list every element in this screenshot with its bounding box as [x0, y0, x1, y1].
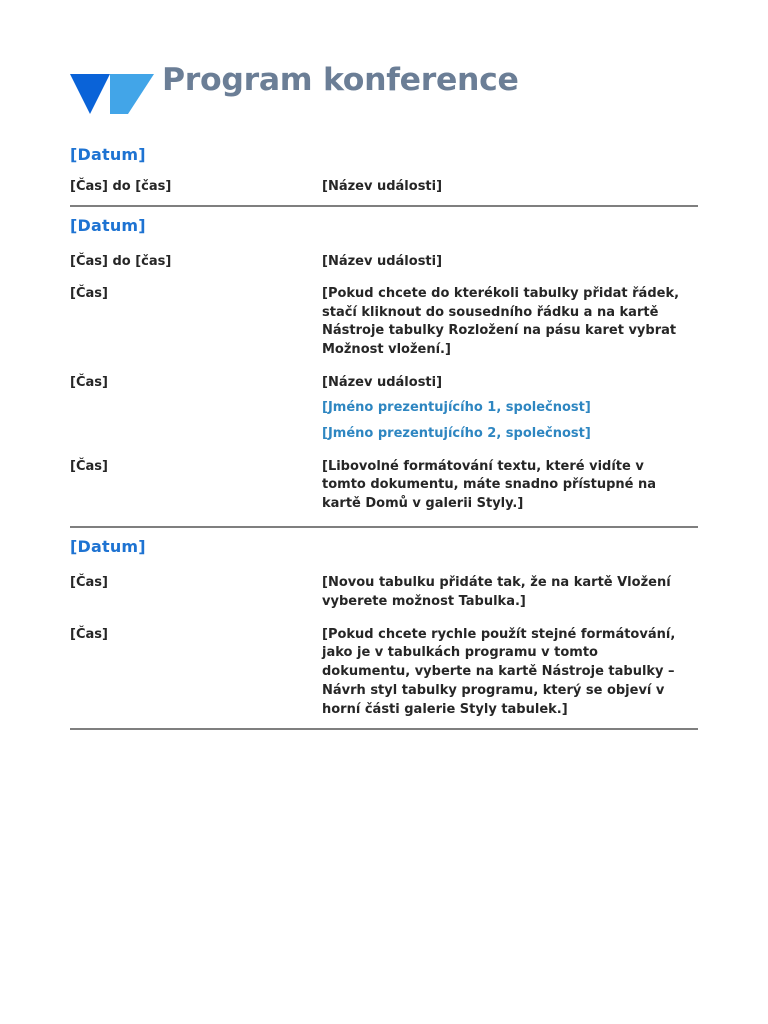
- event-cell: [Pokud chcete do kterékoli tabulky přidat řádek, stačí kliknout do sousedního řádku a na kartě Nástroje tabulky Rozložení na pásu karet vybrat Možnost vložení.]: [322, 285, 680, 358]
- presenter-name: [Jméno prezentujícího 2, společnost]: [322, 425, 591, 441]
- event-name: [Název události]: [322, 374, 443, 390]
- schedule-row: [70, 458, 698, 514]
- schedule-row: [70, 178, 698, 197]
- day-section: [70, 213, 698, 528]
- time-cell: [Čas]: [70, 458, 108, 474]
- date-heading: [Datum]: [70, 537, 146, 556]
- time-cell: [Čas]: [70, 575, 108, 590]
- schedule-table: [70, 140, 698, 730]
- event-cell: [Pokud chcete rychle použít stejné formátování, jako je v tabulkách programu v tomto dokumentu, vyberte na kartě Nástroje tabulky – Návrh styl tabulky programu, který se objeví v horní části galerie Styly tabulek.]: [322, 626, 676, 717]
- logo-dark-shape: [70, 74, 110, 114]
- schedule-row: [70, 253, 698, 272]
- date-heading: [Datum]: [70, 145, 146, 164]
- logo-light-shape: [110, 74, 154, 114]
- day-section: [70, 142, 698, 207]
- time-cell: [Čas] do [čas]: [70, 254, 172, 269]
- time-cell: [Čas] do [čas]: [70, 179, 172, 194]
- event-cell: [322, 374, 698, 444]
- presenter-name: [Jméno prezentujícího 1, společnost]: [322, 400, 591, 416]
- logo-icon: [70, 72, 154, 114]
- schedule-row: [70, 626, 698, 720]
- time-cell: [Čas]: [70, 374, 108, 390]
- schedule-row: [70, 374, 698, 444]
- time-cell: [Čas]: [70, 285, 108, 301]
- day-section: [70, 534, 698, 730]
- page-title: Program konference: [162, 62, 519, 98]
- event-cell: [Název události]: [322, 179, 443, 194]
- event-cell: [Libovolné formátování textu, které vidíte v tomto dokumentu, máte snadno přístupné na kartě Domů v galerii Styly.]: [322, 458, 657, 512]
- schedule-row: [70, 285, 698, 360]
- date-heading: [Datum]: [70, 216, 146, 235]
- schedule-row: [70, 574, 698, 612]
- time-cell: [Čas]: [70, 626, 108, 642]
- event-cell: [Novou tabulku přidáte tak, že na kartě Vložení vyberete možnost Tabulka.]: [322, 575, 671, 609]
- event-cell: [Název události]: [322, 254, 443, 269]
